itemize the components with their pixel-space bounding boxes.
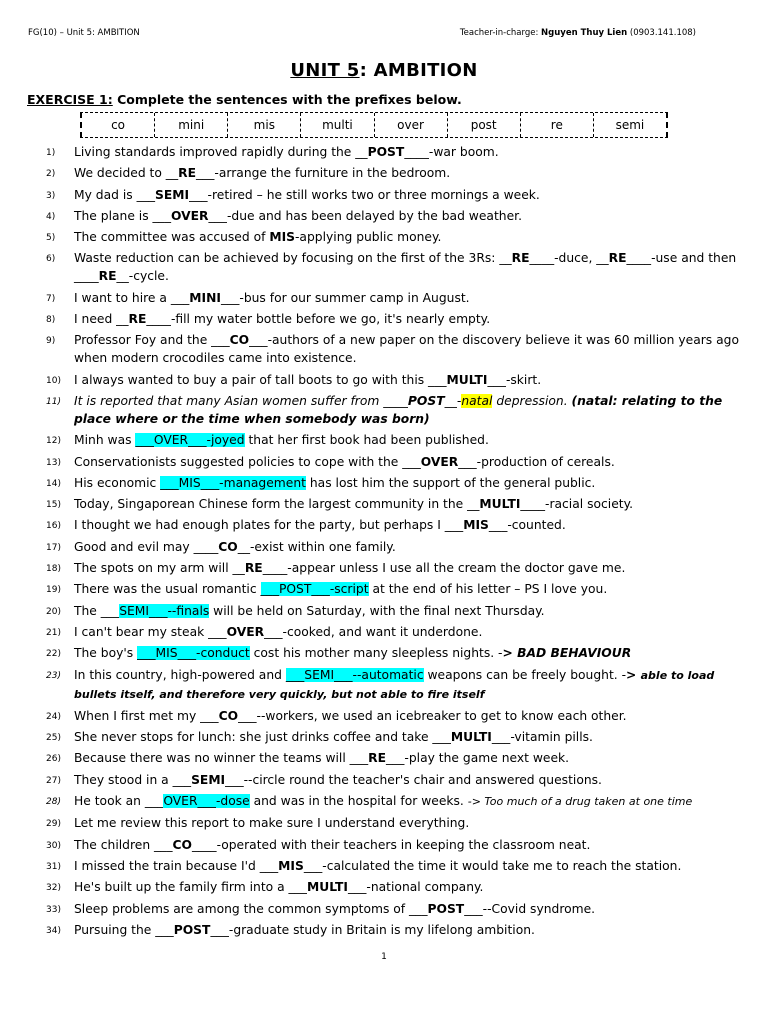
highlight: OVER___-dose [163, 794, 250, 809]
sentence-text: ___-due and has been delayed by the bad weather. [208, 208, 522, 223]
sentence-text: I thought we had enough plates for the party, but perhaps I ___ [74, 518, 464, 533]
sentence-text: He's built up the family firm into a ___ [74, 880, 307, 895]
sentence-text: 31) [46, 861, 61, 872]
sentence-text: SEMI [155, 187, 190, 202]
sentence-text: that her first book had been published. [244, 433, 489, 448]
list-item [0, 771, 768, 789]
definition-note: > BAD BEHAVIOUR [502, 646, 632, 661]
sentence-text: 1) [46, 148, 56, 158]
sentence-text: __-cycle. [116, 269, 169, 284]
prefix-cell: post [448, 113, 521, 137]
sentence-text: 18) [46, 564, 61, 575]
list-item [0, 644, 768, 662]
page-header [28, 28, 696, 38]
sentence-text: Sleep problems are among the common symptoms of ___ [74, 901, 428, 916]
sentence-text: CO [218, 708, 239, 723]
sentence-text: RE [128, 312, 147, 327]
sentence-text: Professor Foy and the ___ [74, 333, 230, 348]
sentence-text: CO [218, 539, 238, 554]
sentence-text: ____-use and then ____ [74, 251, 737, 284]
list-item [0, 392, 768, 428]
sentence-text: 33) [46, 904, 61, 915]
sentence-text: POST [173, 922, 211, 937]
sentence-text: and was in the hospital for weeks. [249, 794, 468, 809]
list-item [0, 310, 768, 328]
sentence-text: -applying public money. [295, 230, 442, 245]
sentence-text: Let me review this report to make sure I understand everything. [74, 816, 470, 831]
highlight: ___MIS___-management [160, 475, 306, 490]
sentence-text: 27) [46, 775, 61, 786]
highlight: SEMI___--finals [119, 603, 210, 618]
list-item [0, 728, 768, 746]
list-item [0, 900, 768, 918]
sentence-text: ___-arrange the furniture in the bedroom. [195, 166, 451, 181]
list-item [0, 836, 768, 854]
sentence-text: MIS [269, 230, 295, 245]
sentence-text: ____-racial society. [520, 497, 634, 512]
highlight: ___POST___-script [260, 582, 369, 597]
highlight: ___MIS___-conduct [137, 646, 250, 661]
sentence-text: There was the usual romantic [74, 582, 261, 597]
exercise-heading [27, 92, 462, 107]
sentence-text: ____-fill my water bottle before we go, it's nearly empty. [146, 312, 491, 327]
sentence-text: __- [444, 393, 462, 408]
sentence-text: My dad is ___ [74, 187, 156, 202]
sentence-text: : AMBITION [359, 60, 478, 81]
sentence-text: ____-duce, __ [529, 251, 609, 266]
sentence-text: CO [229, 333, 250, 348]
sentence-text: ____-war boom. [404, 145, 499, 159]
sentence-text: ___-cooked, and want it underdone. [264, 624, 483, 639]
list-item [0, 249, 768, 285]
sentence-text: Complete the sentences with the prefixes below. [112, 92, 462, 107]
sentence-text: 20) [46, 606, 61, 617]
sentence-text: EXERCISE 1: [27, 92, 113, 107]
sentence-text: Because there was no winner the teams will ___ [74, 751, 369, 766]
sentence-text: 7) [46, 293, 56, 304]
sentence-text: POST [427, 901, 465, 916]
sentence-text: MIS [463, 518, 489, 533]
sentence-text: He took an ___ [74, 794, 164, 809]
sentence-text: OVER [226, 624, 265, 639]
sentence-text: 22) [46, 649, 61, 660]
sentence-text: UNIT 5 [290, 60, 360, 81]
prefix-cell: over [375, 113, 448, 137]
sentence-text: 34) [46, 925, 61, 936]
prefix-cell: co [82, 113, 155, 137]
sentence-text: The ___ [74, 603, 120, 618]
sentence-text: ___-counted. [488, 518, 566, 533]
list-item [0, 431, 768, 449]
sentence-text: 14) [46, 478, 61, 489]
sentence-text: 5) [46, 233, 56, 244]
definition-note: (natal: relating to the place where or the time when somebody was born) [74, 393, 723, 426]
sentence-text: ___-play the game next week. [385, 751, 570, 766]
sentence-text: The plane is ___ [74, 208, 171, 223]
list-item [0, 143, 768, 161]
sentence-text: The committee was accused of [74, 230, 270, 245]
sentence-text: 9) [46, 336, 56, 347]
sentence-text: When I first met my ___ [74, 708, 219, 723]
definition-note: able to load bullets itself, and therefore very quickly, but not able to fire itself [74, 668, 715, 701]
sentence-text: 2) [46, 169, 56, 180]
sentence-text: 29) [46, 819, 61, 830]
sentence-text: MULTI [306, 880, 348, 895]
list-item [0, 474, 768, 492]
list-item [0, 707, 768, 725]
page-number: 1 [381, 952, 387, 962]
sentence-text: __-exist within one family. [237, 539, 396, 554]
sentence-text: 32) [46, 883, 61, 894]
sentence-text: I can't bear my steak ___ [74, 624, 227, 639]
prefix-cell: mis [228, 113, 301, 137]
sentence-text: SEMI [191, 772, 226, 787]
sentence-text: ___-production of cereals. [458, 454, 615, 469]
sentence-text: ____-appear unless I use all the cream the doctor gave me. [262, 561, 626, 576]
sentence-text: ___-national company. [347, 880, 484, 895]
sentence-text: Waste reduction can be achieved by focusing on the first of the 3Rs: __ [74, 251, 512, 266]
list-item [0, 749, 768, 767]
sentence-text: MIS [278, 858, 304, 873]
sentence-text: They stood in a ___ [74, 772, 192, 787]
list-item [0, 559, 768, 577]
highlight: natal [461, 393, 493, 408]
sentence-text: The children ___ [74, 837, 173, 852]
sentence-text: RE [178, 166, 196, 181]
highlight: ___OVER___-joyed [135, 433, 245, 448]
sentence-text: I need __ [74, 312, 129, 327]
sentence-text: ____-operated with their teachers in keeping the classroom neat. [191, 837, 591, 852]
teacher-name: Nguyen Thuy Lien [541, 28, 628, 38]
prefix-word-box [80, 112, 668, 138]
list-item [0, 792, 768, 811]
sentence-text: RE [608, 251, 627, 266]
prefix-cell: mini [155, 113, 228, 137]
sentence-text: 25) [46, 733, 61, 744]
list-item [0, 371, 768, 389]
list-item [0, 228, 768, 246]
sentence-text: It is reported that many Asian women suffer from ____ [74, 393, 408, 408]
list-item [0, 538, 768, 556]
list-item [0, 453, 768, 471]
sentence-text: RE [98, 269, 117, 284]
sentence-text: She never stops for lunch: she just drinks coffee and take ___ [74, 730, 451, 745]
sentence-text: Teacher-in-charge: [459, 28, 542, 38]
sentence-text: Conservationists suggested policies to cope with the ___ [74, 454, 421, 469]
sentence-text: has lost him the support of the general public. [305, 475, 596, 490]
sentence-text: RE [511, 251, 530, 266]
sentence-list [0, 143, 768, 942]
sentence-text: 21) [46, 627, 61, 638]
sentence-text: 30) [46, 840, 61, 851]
list-item [0, 495, 768, 513]
sentence-text: The spots on my arm will __ [74, 561, 245, 576]
sentence-text: RE [368, 751, 386, 766]
list-item [0, 921, 768, 939]
sentence-text: In this country, high-powered and [74, 667, 286, 682]
sentence-text: 6) [46, 254, 56, 265]
definition-note: -> Too much of a drug taken at one time [467, 795, 693, 809]
list-item [0, 666, 768, 704]
sentence-text: CO [172, 837, 192, 852]
page-title [0, 60, 768, 81]
sentence-text: ___--Covid syndrome. [464, 901, 596, 916]
sentence-text: Pursuing the ___ [74, 922, 174, 937]
sentence-text: RE [244, 561, 263, 576]
sentence-text: MULTI [450, 730, 492, 745]
list-item [0, 516, 768, 534]
sentence-text: OVER [170, 208, 209, 223]
sentence-text: 11) [46, 396, 61, 407]
list-item [0, 623, 768, 641]
list-item [0, 207, 768, 225]
highlight: ___SEMI___--automatic [285, 667, 424, 682]
sentence-text: His economic [74, 475, 161, 490]
list-item [0, 164, 768, 182]
list-item [0, 857, 768, 875]
sentence-text: POST [407, 393, 445, 408]
prefix-cell: semi [615, 118, 645, 132]
sentence-text: Living standards improved rapidly during the __ [74, 145, 368, 159]
header-course: FG(10) – Unit 5: AMBITION [28, 28, 140, 38]
sentence-text: I always wanted to buy a pair of tall boots to go with this ___ [74, 372, 447, 387]
sentence-text: ___-skirt. [487, 372, 542, 387]
list-item [0, 331, 768, 367]
sentence-text: 13) [46, 457, 61, 468]
sentence-text: > [626, 667, 641, 682]
sentence-text: The boy's [74, 646, 138, 661]
sentence-text: MULTI [479, 497, 521, 512]
sentence-text: Good and evil may ____ [74, 539, 219, 554]
sentence-text: ___-graduate study in Britain is my lifelong ambition. [210, 922, 535, 937]
sentence-text: 17) [46, 542, 61, 553]
sentence-text: 3) [46, 190, 56, 201]
sentence-text: I missed the train because I'd ___ [74, 858, 279, 873]
sentence-text: ___--circle round the teacher's chair and answered questions. [225, 772, 602, 787]
sentence-text: ___-retired – he still works two or three mornings a week. [189, 187, 540, 202]
sentence-text: Minh was [74, 433, 136, 448]
sentence-text: Today, Singaporean Chinese form the largest community in the __ [74, 497, 480, 512]
sentence-text: 19) [46, 585, 61, 596]
sentence-text: ___-vitamin pills. [491, 730, 593, 745]
list-item [0, 580, 768, 598]
sentence-text: MULTI [446, 372, 488, 387]
sentence-text: 4) [46, 211, 56, 222]
sentence-text: 12) [46, 436, 61, 447]
sentence-text: ___-calculated the time it would take me to reach the station. [303, 858, 682, 873]
prefix-cell: multi [301, 113, 374, 137]
list-item [0, 602, 768, 620]
sentence-text: 23) [46, 670, 61, 681]
header-teacher [460, 28, 696, 38]
sentence-text: cost his mother many sleepless nights. - [249, 646, 503, 661]
sentence-text: MINI [189, 290, 221, 305]
sentence-text: depression. [492, 393, 572, 408]
sentence-text: 26) [46, 754, 61, 765]
sentence-text: 28) [46, 797, 61, 808]
sentence-text: ___-bus for our summer camp in August. [220, 290, 470, 305]
sentence-text: 15) [46, 500, 61, 511]
sentence-text: We decided to __ [74, 166, 179, 181]
sentence-text: ___-authors of a new paper on the discovery believe it was 60 million years ago when modern crocodiles came into existence. [74, 333, 739, 366]
list-item [0, 814, 768, 832]
sentence-text: will be held on Saturday, with the final next Thursday. [209, 603, 545, 618]
sentence-text: POST [367, 145, 405, 159]
sentence-text: at the end of his letter – PS I love you. [368, 582, 608, 597]
list-item [0, 186, 768, 204]
list-item [0, 289, 768, 307]
list-item [0, 878, 768, 896]
sentence-text: 10) [46, 375, 61, 386]
sentence-text: weapons can be freely bought. - [423, 667, 627, 682]
sentence-text: I want to hire a ___ [74, 290, 190, 305]
sentence-text: 8) [46, 315, 56, 326]
sentence-text: OVER [420, 454, 459, 469]
sentence-text: ___--workers, we used an icebreaker to get to know each other. [238, 708, 627, 723]
sentence-text: 24) [46, 711, 61, 722]
sentence-text: 16) [46, 521, 61, 532]
prefix-cell: re [521, 113, 594, 137]
sentence-text: (0903.141.108) [627, 28, 696, 38]
